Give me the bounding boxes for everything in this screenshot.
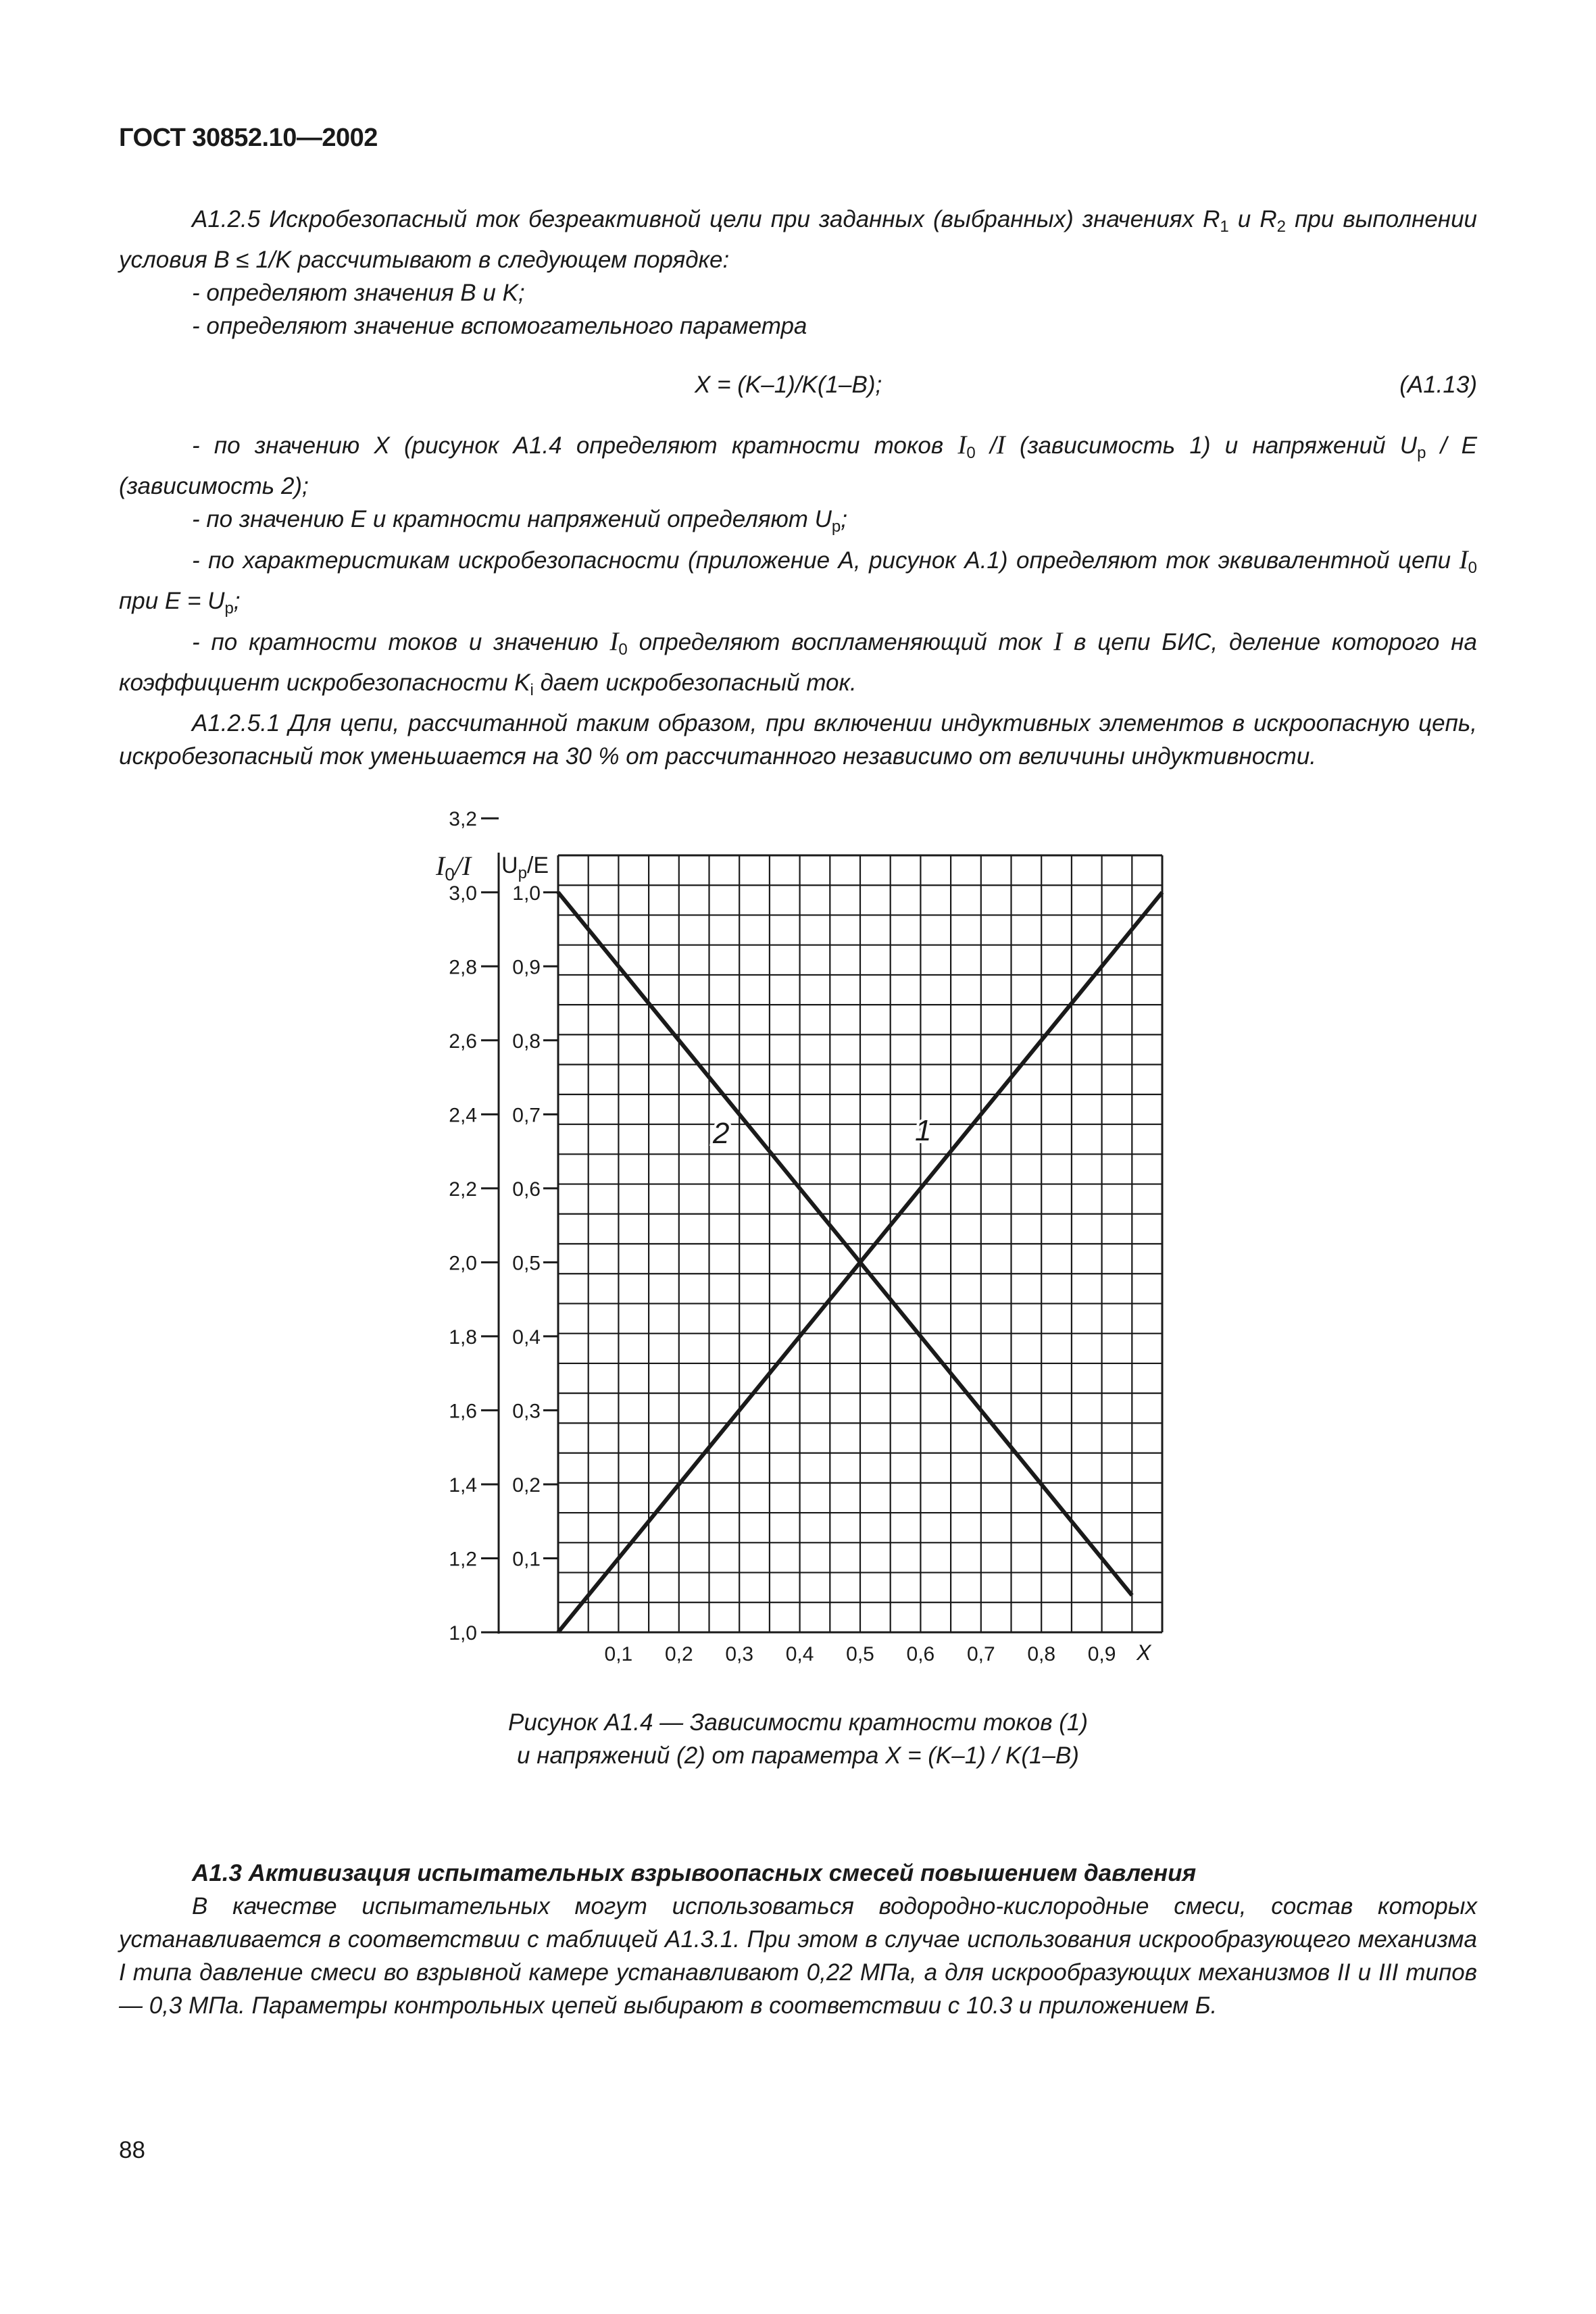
right-tick-label: 0,7 [512, 1104, 541, 1127]
x-tick-label: 0,5 [846, 1643, 874, 1665]
chart-ticks [449, 808, 1116, 1665]
left-tick-label: 1,6 [449, 1400, 477, 1423]
formula-number: (А1.13) [1399, 372, 1477, 398]
curve-label-1: 1 [915, 1114, 932, 1147]
caption-line-1: Рисунок А1.4 — Зависимости кратности токов (1) [508, 1709, 1088, 1736]
right-tick-label: 0,8 [512, 1030, 541, 1053]
figure-caption [0, 1706, 1596, 1772]
right-tick-label: 0,4 [512, 1326, 541, 1349]
left-tick-label: 1,2 [449, 1548, 477, 1571]
x-tick-label: 0,3 [725, 1643, 754, 1665]
list-item: - по значению X (рисунок А1.4 определяют кратности токов $I_0$ /I (зависимость 1) и напряжений $U_p$ / E (зависимость 2); [119, 430, 1477, 499]
paragraph-a1-2-5: А1.2.5 Искробезопасный ток безреактивной цели при заданных (выбранных) значениях $R_1$ и $R_2$ при выполнении условия B ≤ 1/K рассчитывают в следующем порядке: [119, 206, 1477, 273]
x-tick-label: 0,6 [906, 1643, 935, 1665]
right-tick-label: 0,9 [512, 956, 541, 979]
list-item: - определяют значения B и K; [192, 280, 525, 306]
list-item: - по характеристикам искробезопасности (приложение А, рисунок А.1) определяют ток эквивалентной цепи $I_0$ при $E = U_p$; [119, 545, 1477, 618]
x-tick-label: 0,9 [1087, 1643, 1116, 1665]
x-tick-label: 0,2 [664, 1643, 693, 1665]
right-tick-label: 0,6 [512, 1178, 541, 1201]
section-a1-3 [119, 1857, 1477, 2022]
right-axis-label: $U_p/E$ [501, 853, 549, 882]
right-tick-label: 1,0 [512, 882, 541, 905]
list-item: - по кратности токов и значению $I_0$ определяют воспламеняющий ток I в цепи БИС, деление которого на коэффициент искробезопасности $K_i$ дает искробезопасный ток. [119, 627, 1477, 699]
right-tick-label: 0,2 [512, 1474, 541, 1496]
x-tick-label: 0,4 [785, 1643, 814, 1665]
left-axis-label: $I_0/I$ [436, 851, 472, 884]
x-tick-label: 0,7 [966, 1643, 995, 1665]
left-tick-label: 2,4 [449, 1104, 477, 1127]
page-number: 88 [119, 2137, 145, 2163]
list-item: - определяют значение вспомогательного параметра [192, 313, 807, 339]
left-tick-label: 2,2 [449, 1178, 477, 1201]
left-tick-label: 3,0 [449, 882, 477, 905]
left-tick-label: 1,0 [449, 1622, 477, 1644]
x-axis-label: X [1137, 1640, 1151, 1665]
formula: X = (K–1)/K(1–B); [695, 372, 882, 398]
list-item: - по значению E и кратности напряжений определяют $U_p$; [192, 506, 848, 536]
paragraph-a1-2-5-1: А1.2.5.1 Для цепи, рассчитанной таким образом, при включении индуктивных элементов в искроопасную цепь, искробезопасный ток уменьшается на 30 % от рассчитанного независимо от величины индуктивности. [119, 710, 1477, 770]
left-tick-label: 1,4 [449, 1474, 477, 1496]
right-tick-label: 0,1 [512, 1548, 541, 1571]
left-tick-label: 1,8 [449, 1326, 477, 1349]
section-paragraph: В качестве испытательных могут использоваться водородно-кислородные смеси, состав которых устанавливается в соответствии с таблицей А1.3.1. При этом в случае использования искрообразующего механизма I типа давление смеси во взрывной камере устанавливают 0,22 МПа, а для искрообразующих механизмов II и III типов — 0,3 МПа. Параметры контрольных цепей выбирают в соответствии с 10.3 и приложением Б. [119, 1893, 1477, 2019]
left-tick-label: 2,6 [449, 1030, 477, 1053]
document-header: ГОСТ 30852.10—2002 [119, 124, 378, 152]
left-tick-label: 2,8 [449, 956, 477, 979]
chart-grid [558, 855, 1162, 1632]
right-tick-label: 0,5 [512, 1252, 541, 1275]
x-tick-label: 0,1 [604, 1643, 633, 1665]
section-heading: А1.3 Активизация испытательных взрывоопасных смесей повышением давления [192, 1860, 1197, 1886]
x-tick-label: 0,8 [1027, 1643, 1056, 1665]
right-tick-label: 0,3 [512, 1400, 541, 1423]
curve-label-2: 2 [713, 1117, 730, 1150]
caption-line-2: и напряжений (2) от параметра X = (K–1) / K(1–B) [517, 1742, 1079, 1769]
left-tick-label: 3,2 [449, 808, 477, 831]
left-tick-label: 2,0 [449, 1252, 477, 1275]
